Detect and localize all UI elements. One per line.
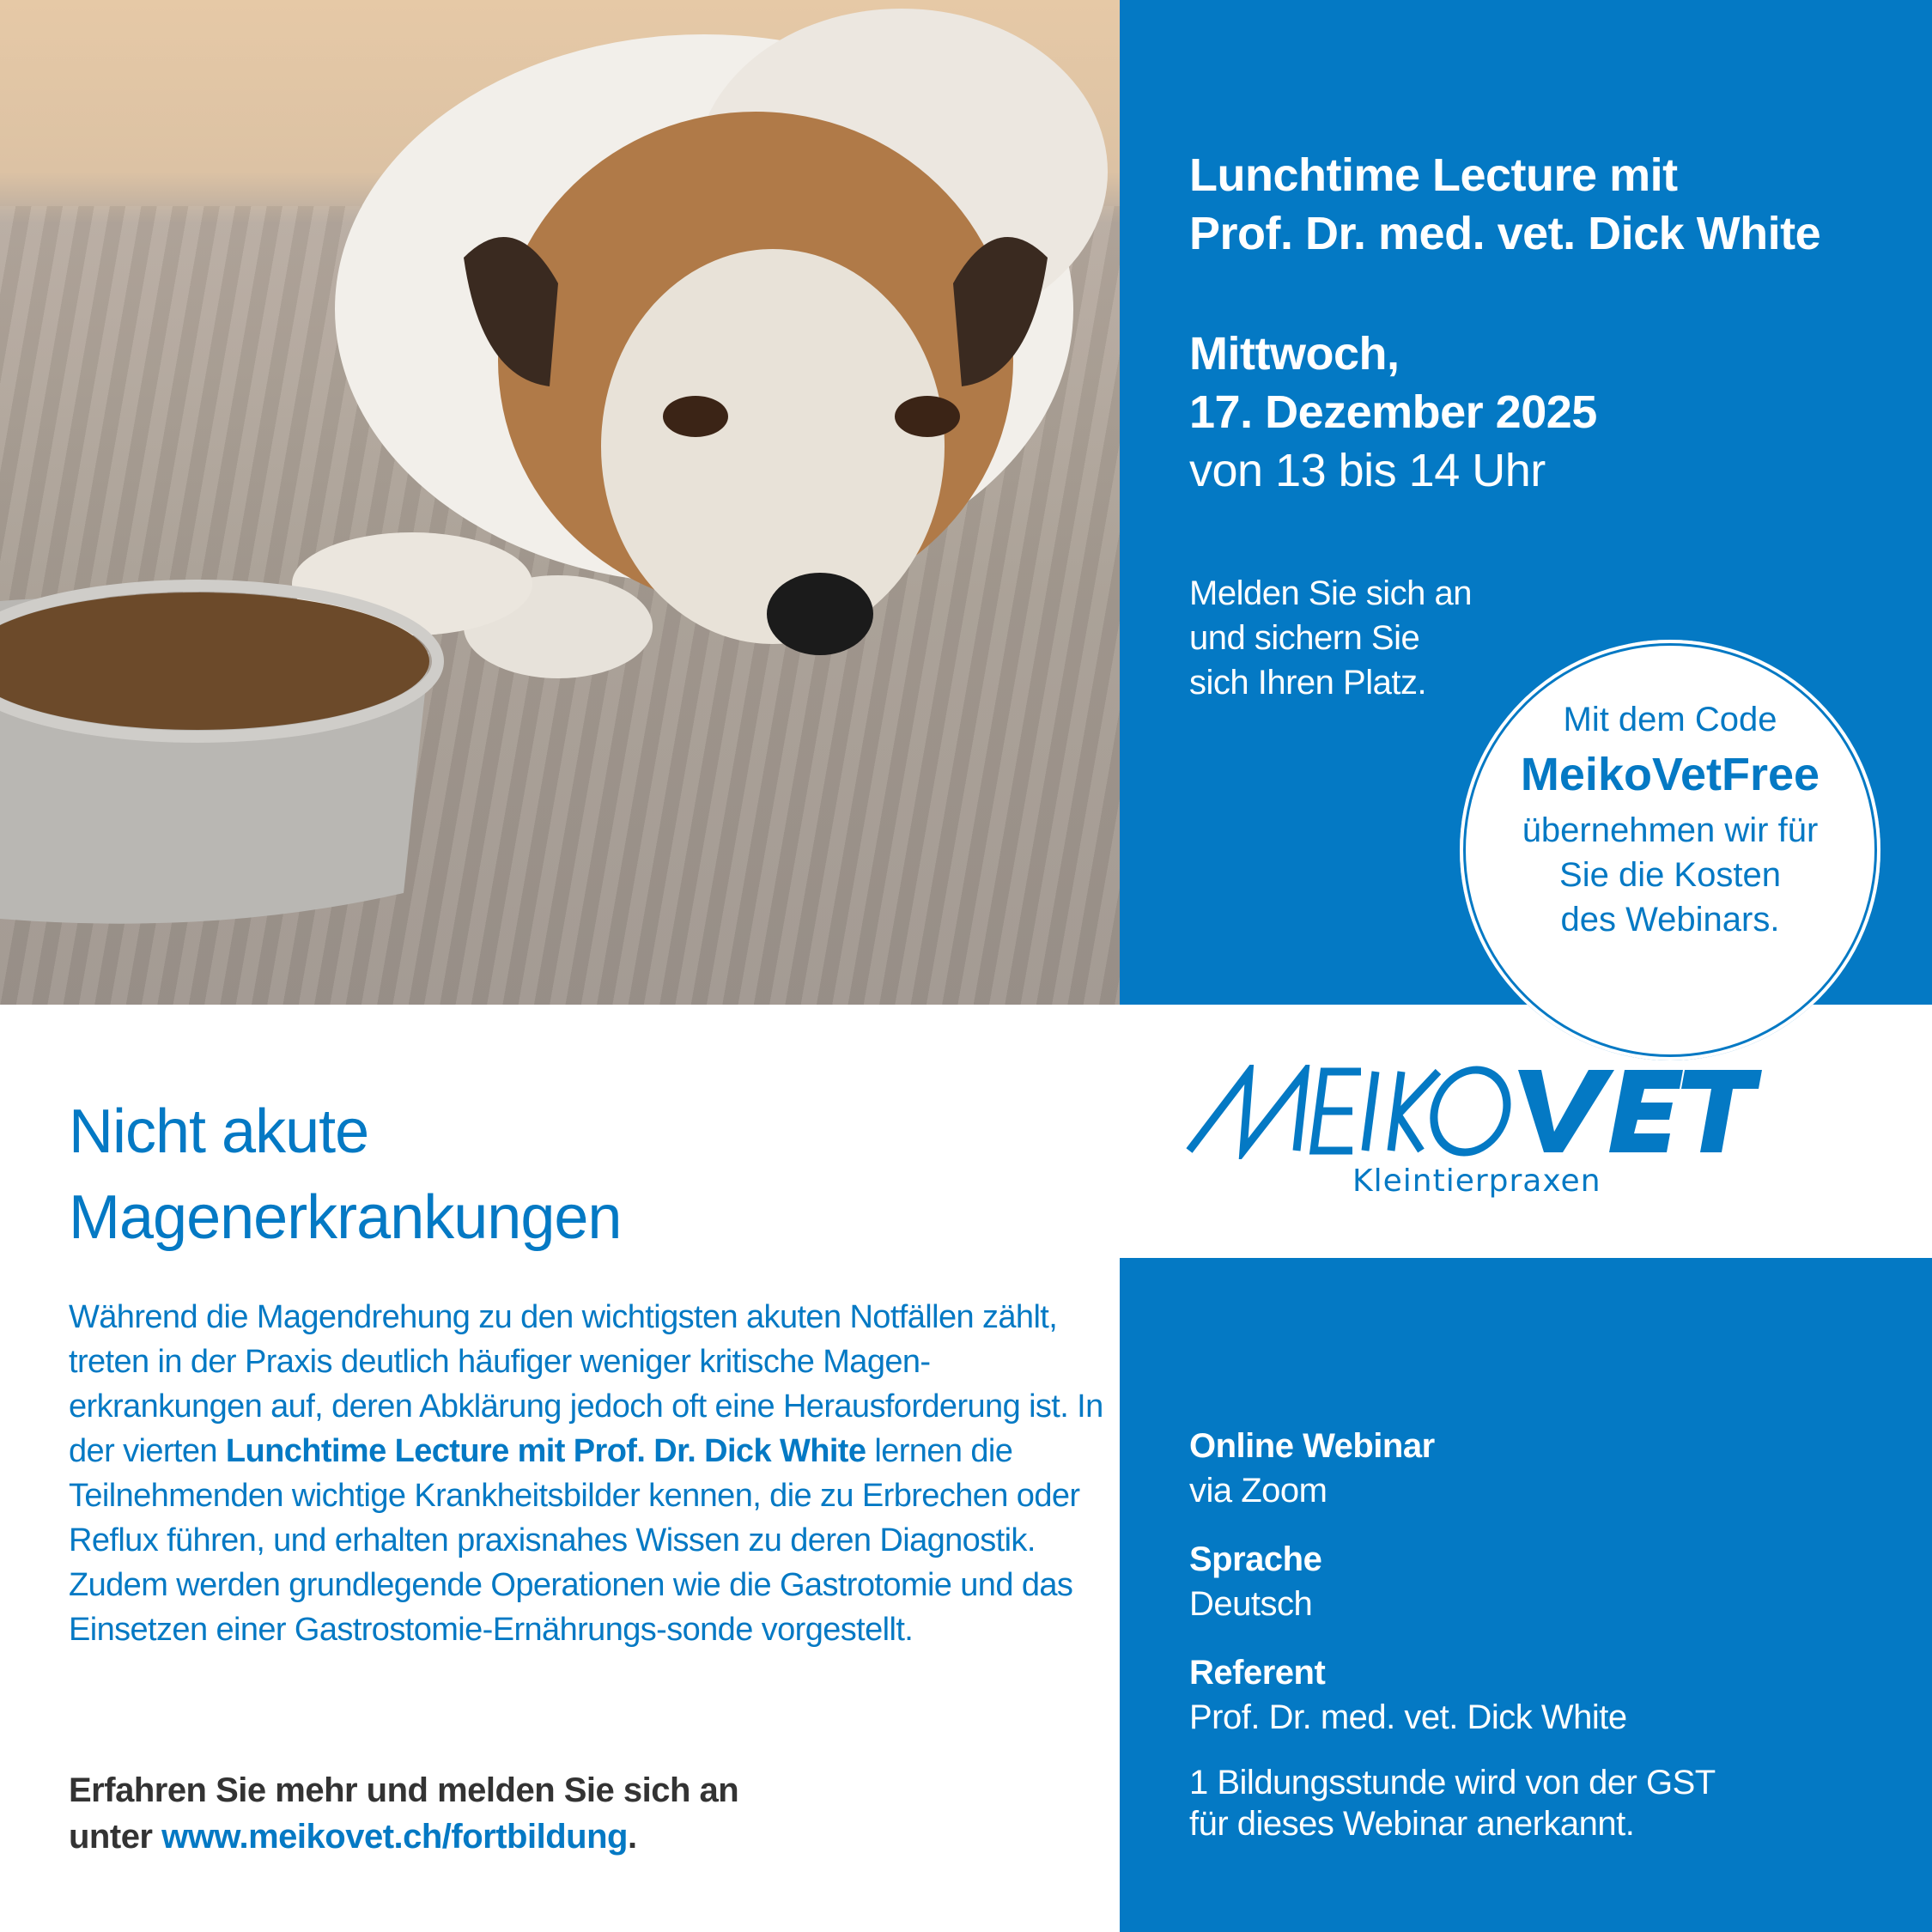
promo-intro: Mit dem Code [1563, 701, 1777, 738]
cta-suffix: . [627, 1818, 637, 1856]
registration-line: und sichern Sie [1189, 619, 1420, 657]
cta-line1: Erfahren Sie mehr und melden Sie sich an [69, 1771, 739, 1809]
promo-text: des Webinars. [1560, 901, 1780, 939]
meikovet-wordmark-icon [1185, 1065, 1769, 1159]
event-weekday: Mittwoch, [1189, 328, 1400, 380]
detail-label-speaker: Referent [1189, 1654, 1326, 1692]
detail-value-language: Deutsch [1189, 1585, 1313, 1623]
event-date [1189, 325, 1597, 500]
dog-illustration [0, 0, 1120, 1005]
registration-line: Melden Sie sich an [1189, 574, 1472, 612]
lecture-title [1189, 146, 1820, 263]
promo-text: übernehmen wir für [1522, 811, 1819, 849]
registration-prompt [1189, 571, 1472, 705]
detail-label-format: Online Webinar [1189, 1427, 1435, 1465]
lecture-title-line1: Lunchtime Lecture mit [1189, 149, 1678, 201]
webinar-details [1189, 1424, 1716, 1846]
article-body-text: lernen die Teilnehmenden wichtige Krankheitsbilder kennen, die zu Erbrechen oder Reflux führen, und erhalten praxisnahes Wissen zu deren Diagnostik. Zudem werden grundlegende Operationen wie die Gastrotomie und das Einsetzen einer Gastrostomie-Ernährungs-sonde vorgestellt. [69, 1433, 1080, 1648]
article-title-line1: Nicht akute [69, 1097, 369, 1166]
registration-line: sich Ihren Platz. [1189, 664, 1427, 702]
event-time: von 13 bis 14 Uhr [1189, 445, 1546, 496]
credit-note: für dieses Webinar anerkannt. [1189, 1805, 1635, 1843]
credit-note: 1 Bildungsstunde wird von der GST [1189, 1764, 1716, 1801]
cta-prefix: unter [69, 1818, 162, 1856]
event-date-value: 17. Dezember 2025 [1189, 386, 1597, 438]
lecture-speaker: Prof. Dr. med. vet. Dick White [1189, 208, 1821, 259]
detail-value-format: via Zoom [1189, 1472, 1327, 1510]
article-body-highlight: Lunchtime Lecture mit Prof. Dr. Dick White [225, 1433, 866, 1469]
article-body [69, 1295, 1108, 1652]
registration-link[interactable]: www.meikovet.ch/fortbildung [161, 1818, 628, 1856]
article-title [69, 1089, 621, 1261]
promo-code-badge [1460, 640, 1880, 1060]
meikovet-logo [1185, 1065, 1769, 1211]
call-to-action [69, 1767, 738, 1860]
detail-value-speaker: Prof. Dr. med. vet. Dick White [1189, 1698, 1627, 1736]
logo-subtitle: Kleintierpraxen [1352, 1163, 1601, 1199]
detail-label-language: Sprache [1189, 1540, 1322, 1578]
article-body-text: Während die Magendrehung zu den wichtigsten akuten Notfällen zählt, treten in der Praxis deutlich häufiger weniger kritische Magen-erkrankungen auf, deren Abklärung jedoch oft eine Herausforderung ist. In der vierten [69, 1299, 1103, 1469]
dog-photo [0, 0, 1120, 1005]
article-title-line2: Magenerkrankungen [69, 1183, 622, 1252]
promo-text: Sie die Kosten [1559, 856, 1781, 894]
promo-code: MeikoVetFree [1520, 749, 1820, 800]
